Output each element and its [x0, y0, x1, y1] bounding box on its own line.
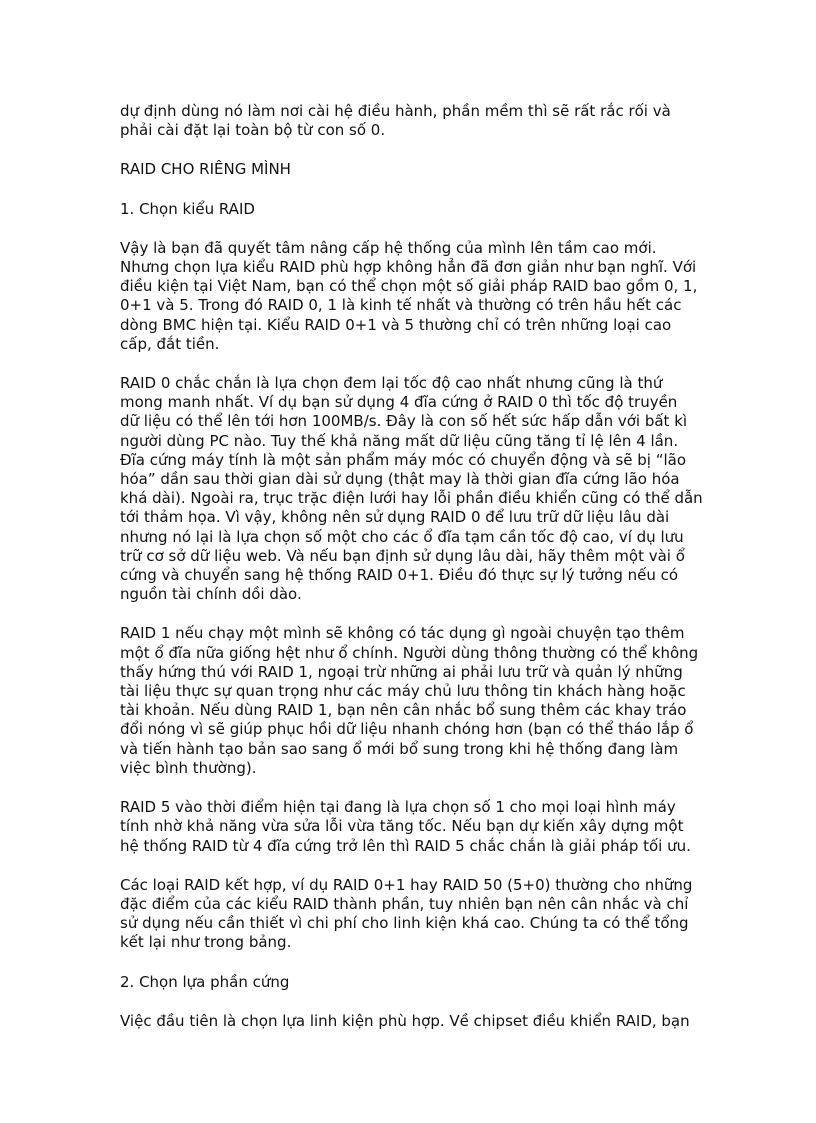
paragraph-hardware: Việc đầu tiên là chọn lựa linh kiện phù hợp. Về chipset điều khiển RAID, bạn [120, 1011, 690, 1030]
paragraph-raid-0: RAID 0 chắc chắn là lựa chọn đem lại tốc độ cao nhất nhưng cũng là thứ mong manh nhất. Ví dụ bạn sử dụng 4 đĩa cứng ở RAID 0 thì tốc độ truyền dữ liệu có thể lên tới hơn 100MB/s. Đây là con số hết sức hấp dẫn với bất kì người dùng PC nào. Tuy thế khả năng mất dữ liệu cũng tăng tỉ lệ lên 4 lần. Đĩa cứng máy tính là một sản phẩm máy móc có chuyển động và sẽ bị “lão hóa” dần sau thời gian dài sử dụng (thật may là thời gian đĩa cứng lão hóa khá dài). Ngoài ra, trục trặc điện lưới hay lỗi phần điều khiển cũng có thể dẫn tới thảm họa. Vì vậy, không nên sử dụng RAID 0 để lưu trữ dữ liệu lâu dài nhưng nó lại là lựa chọn số một cho các ổ đĩa tạm cần tốc độ cao, ví dụ lưu trữ cơ sở dữ liệu web. Và nếu bạn định sử dụng lâu dài, hãy thêm một vài ổ cứng và chuyển sang hệ thống RAID 0+1. Điều đó thực sự lý tưởng nếu có nguồn tài chính dồi dào. [120, 374, 703, 604]
paragraph-intro: Vậy là bạn đã quyết tâm nâng cấp hệ thống của mình lên tầm cao mới. Nhưng chọn lựa kiểu RAID phù hợp không hẳn đã đơn giản như bạn nghĩ. Với điều kiện tại Việt Nam, bạn có thể chọn một số giải pháp RAID bao gồm 0, 1, 0+1 và 5. Trong đó RAID 0, 1 là kinh tế nhất và thường có trên hầu hết các dòng BMC hiện tại. Kiểu RAID 0+1 và 5 thường chỉ có trên những loại cao cấp, đắt tiền. [120, 238, 698, 353]
paragraph-raid-combined: Các loại RAID kết hợp, ví dụ RAID 0+1 hay RAID 50 (5+0) thường cho những đặc điểm của các kiểu RAID thành phần, tuy nhiên bạn nên cân nhắc và chỉ sử dụng nếu cần thiết vì chi phí cho linh kiện khá cao. Chúng ta có thể tổng kết lại như trong bảng. [120, 875, 693, 952]
document-body [120, 102, 710, 1051]
subsection-heading-raid-type: 1. Chọn kiểu RAID [120, 199, 255, 218]
section-heading: RAID CHO RIÊNG MÌNH [120, 160, 291, 179]
subsection-heading-hardware: 2. Chọn lựa phần cứng [120, 972, 290, 991]
paragraph-raid-1: RAID 1 nếu chạy một mình sẽ không có tác dụng gì ngoài chuyện tạo thêm một ổ đĩa nữa giống hệt như ổ chính. Người dùng thông thường có thể không thấy hứng thú với RAID 1, ngoại trừ những ai phải lưu trữ và quản lý những tài liệu thực sự quan trọng như các máy chủ lưu thông tin khách hàng hoặc tài khoản. Nếu dùng RAID 1, bạn nên cân nhắc bổ sung thêm các khay tráo đổi nóng vì sẽ giúp phục hồi dữ liệu nhanh chóng hơn (bạn có thể tháo lắp ổ và tiến hành tạo bản sao sang ổ mới bổ sung trong khi hệ thống đang làm việc bình thường). [120, 624, 699, 777]
paragraph-continuation: dự định dùng nó làm nơi cài hệ điều hành, phần mềm thì sẽ rất rắc rối và phải cài đặt lại toàn bộ từ con số 0. [120, 102, 671, 140]
paragraph-raid-5: RAID 5 vào thời điểm hiện tại đang là lựa chọn số 1 cho mọi loại hình máy tính nhờ khả năng vừa sửa lỗi vừa tăng tốc. Nếu bạn dự kiến xây dựng một hệ thống RAID từ 4 đĩa cứng trở lên thì RAID 5 chắc chắn là giải pháp tối ưu. [120, 798, 691, 855]
